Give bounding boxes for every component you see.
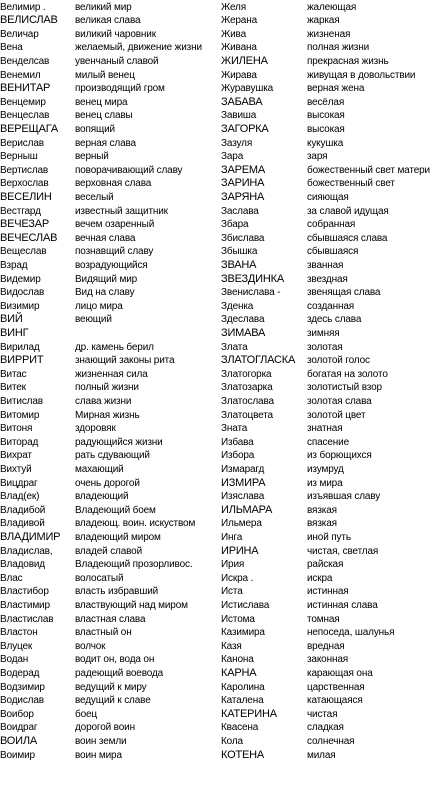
table-row — [0, 150, 447, 164]
female-name: ЗИМАВА — [221, 326, 266, 339]
female-name: Ирия — [221, 559, 245, 571]
female-name: Зара — [221, 151, 244, 163]
female-meaning: живущая в довольствии — [307, 69, 416, 81]
male-name: Велимир . — [0, 1, 46, 13]
male-meaning: воин мира — [75, 749, 122, 761]
female-meaning: сияющая — [307, 191, 349, 203]
female-meaning: прекрасная жизнь — [307, 55, 389, 67]
female-meaning: жизненая — [307, 28, 351, 40]
male-meaning: поворачивающий славу — [75, 164, 183, 176]
female-name: Збара — [221, 219, 249, 231]
table-row — [0, 259, 447, 273]
male-name: Властимир — [0, 599, 50, 611]
female-name: Каталена — [221, 695, 264, 707]
female-name: Желя — [221, 1, 246, 13]
table-row — [0, 381, 447, 395]
male-name: Венделсав — [0, 55, 50, 67]
male-name: Верислав — [0, 137, 44, 149]
female-meaning: иной путь — [307, 531, 351, 543]
table-row — [0, 708, 447, 722]
table-row — [0, 191, 447, 205]
female-name: ИРИНА — [221, 544, 259, 557]
male-name: ВИНГ — [0, 326, 29, 339]
male-meaning: Владеющий боем — [75, 504, 156, 516]
male-name: Вихтуй — [0, 463, 32, 475]
male-meaning: веющий — [75, 314, 112, 326]
male-meaning: Видящий мир — [75, 273, 138, 285]
female-name: Збышка — [221, 246, 258, 258]
female-name: ЗАРИНА — [221, 177, 265, 190]
female-meaning: вязкая — [307, 504, 337, 516]
male-name: Владивой — [0, 518, 45, 530]
female-meaning: сладкая — [307, 722, 344, 734]
male-name: Властислав — [0, 613, 54, 625]
male-name: Визимир — [0, 300, 40, 312]
male-meaning: великий мир — [75, 1, 132, 13]
female-name: Канона — [221, 654, 254, 666]
female-meaning: карающая она — [307, 667, 373, 679]
male-meaning: милый венец — [75, 69, 135, 81]
table-row — [0, 28, 447, 42]
female-name: КОТЕНА — [221, 748, 264, 761]
table-row — [0, 313, 447, 327]
table-row — [0, 341, 447, 355]
male-meaning: верховная слава — [75, 178, 152, 190]
table-row — [0, 286, 447, 300]
female-name: Инга — [221, 531, 243, 543]
female-name: Жирава — [221, 69, 257, 81]
female-meaning: кукушка — [307, 137, 344, 149]
male-name: Воибор — [0, 708, 34, 720]
female-name: Ильмера — [221, 518, 262, 530]
male-name: Венцемир — [0, 96, 46, 108]
female-name: Журавушка — [221, 83, 274, 95]
male-name: Владибой — [0, 504, 46, 516]
male-name: Водзимир — [0, 681, 45, 693]
male-meaning: водит он, вода он — [75, 654, 155, 666]
table-row — [0, 545, 447, 559]
male-meaning: жизненная сила — [75, 368, 148, 380]
table-row — [0, 137, 447, 151]
male-name: Величар — [0, 28, 39, 40]
male-meaning: полный жизни — [75, 382, 139, 394]
male-name: Венемил — [0, 69, 41, 81]
male-meaning: боец — [75, 708, 97, 720]
female-name: Златозарка — [221, 382, 273, 394]
female-name: ЗВАНА — [221, 258, 257, 271]
female-name: Злата — [221, 341, 248, 353]
female-name: Златоцвета — [221, 409, 273, 421]
female-name: Зденка — [221, 300, 254, 312]
table-row — [0, 245, 447, 259]
female-meaning: законная — [307, 654, 349, 666]
male-meaning: Мирная жизнь — [75, 409, 140, 421]
male-meaning: властный он — [75, 627, 132, 639]
male-meaning: возрадующийся — [75, 259, 148, 271]
female-meaning: заря — [307, 151, 328, 163]
table-row — [0, 490, 447, 504]
female-name: КАРНА — [221, 666, 257, 679]
table-row — [0, 640, 447, 654]
table-row — [0, 82, 447, 96]
female-meaning: катающаяся — [307, 695, 363, 707]
male-meaning: желаемый, движение жизни — [75, 42, 202, 54]
male-name: Вестгард — [0, 205, 41, 217]
male-name: Воидраг — [0, 722, 38, 734]
male-name: Вена — [0, 42, 23, 54]
table-row — [0, 735, 447, 749]
female-name: Казимира — [221, 627, 265, 639]
male-meaning: владеющий — [75, 491, 129, 503]
female-name: Казя — [221, 640, 242, 652]
male-meaning: вопящий — [75, 123, 115, 135]
male-name: Водислав — [0, 695, 44, 707]
male-meaning: вечем озаренный — [75, 219, 155, 231]
female-meaning: знатная — [307, 423, 343, 435]
table-row — [0, 123, 447, 137]
female-meaning: изумруд — [307, 463, 344, 475]
table-row — [0, 218, 447, 232]
table-row — [0, 1, 447, 15]
table-row — [0, 531, 447, 545]
female-name: ИЗМИРА — [221, 476, 266, 489]
table-row — [0, 653, 447, 667]
male-name: Витек — [0, 382, 26, 394]
male-meaning: рать сдувающий — [75, 450, 150, 462]
table-row — [0, 327, 447, 341]
female-name: ЗАРЯНА — [221, 190, 265, 203]
male-meaning: волосатый — [75, 572, 124, 584]
male-meaning: владеющ. воин. искуством — [75, 518, 196, 530]
male-meaning: веселый — [75, 191, 114, 203]
female-meaning: томная — [307, 613, 340, 625]
table-row — [0, 55, 447, 69]
table-row — [0, 177, 447, 191]
table-row — [0, 232, 447, 246]
female-meaning: сбывшаяся слава — [307, 232, 388, 244]
male-meaning: знающий законы рита — [75, 355, 175, 367]
table-row — [0, 368, 447, 382]
male-meaning: дорогой воин — [75, 722, 135, 734]
female-name: ЗЛАТОГЛАСКА — [221, 354, 296, 367]
table-row — [0, 572, 447, 586]
male-name: ВЕЧЕЗАР — [0, 218, 50, 231]
table-row — [0, 14, 447, 28]
male-name: Виторад — [0, 436, 39, 448]
table-row — [0, 463, 447, 477]
table-row — [0, 504, 447, 518]
female-name: Измарагд — [221, 463, 265, 475]
female-meaning: царственная — [307, 681, 365, 693]
female-meaning: звенящая слава — [307, 287, 381, 299]
female-name: Истома — [221, 613, 255, 625]
table-row — [0, 749, 447, 763]
female-meaning: золотой голос — [307, 355, 370, 367]
female-meaning: полная жизни — [307, 42, 370, 54]
table-row — [0, 409, 447, 423]
female-name: Каролина — [221, 681, 265, 693]
table-row — [0, 69, 447, 83]
table-row — [0, 205, 447, 219]
male-meaning: др. камень берил — [75, 341, 154, 353]
male-name: Взрад — [0, 259, 28, 271]
female-meaning: зимняя — [307, 327, 340, 339]
table-row — [0, 164, 447, 178]
female-meaning: золотая слава — [307, 395, 372, 407]
female-meaning: милая — [307, 749, 336, 761]
male-name: Владислав, — [0, 545, 53, 557]
table-row — [0, 354, 447, 368]
male-name: ВЕЧЕСЛАВ — [0, 231, 58, 244]
female-name: ЗАБАВА — [221, 95, 263, 108]
female-meaning: непоседа, шалунья — [307, 627, 395, 639]
male-name: ВЛАДИМИР — [0, 530, 61, 543]
male-name: Вещеслав — [0, 246, 47, 258]
male-meaning: властная слава — [75, 613, 146, 625]
male-name: Владовид — [0, 559, 45, 571]
female-meaning: высокая — [307, 110, 345, 122]
female-meaning: вредная — [307, 640, 345, 652]
male-meaning: здоровяк — [75, 423, 116, 435]
male-meaning: ведущий к славе — [75, 695, 151, 707]
male-meaning: ведущий к миру — [75, 681, 147, 693]
table-row — [0, 436, 447, 450]
table-row — [0, 626, 447, 640]
female-meaning: истинная слава — [307, 599, 378, 611]
female-meaning: весёлая — [307, 96, 345, 108]
female-name: Кола — [221, 735, 243, 747]
female-name: Искра . — [221, 572, 254, 584]
female-name: Зната — [221, 423, 248, 435]
male-meaning: производящий гром — [75, 83, 165, 95]
female-name: ЗАРЕМА — [221, 163, 265, 176]
male-meaning: радеющий воевода — [75, 667, 164, 679]
male-meaning: власть избравший — [75, 586, 159, 598]
female-meaning: райская — [307, 559, 344, 571]
male-name: Вирилад — [0, 341, 40, 353]
female-name: Жива — [221, 28, 246, 40]
male-name: Водерад — [0, 667, 40, 679]
male-meaning: властвующий над миром — [75, 599, 188, 611]
male-name: ВОИЛА — [0, 734, 37, 747]
male-meaning: слава жизни — [75, 395, 132, 407]
table-row — [0, 585, 447, 599]
male-meaning: виликий чаровник — [75, 28, 156, 40]
female-meaning: золотистый взор — [307, 382, 382, 394]
male-meaning: венец мира — [75, 96, 128, 108]
male-meaning: великая слава — [75, 15, 141, 27]
male-meaning: очень дорогой — [75, 477, 140, 489]
male-name: ВЕЛИСЛАВ — [0, 14, 58, 27]
female-meaning: из борющихся — [307, 450, 372, 462]
female-meaning: божественный свет — [307, 178, 395, 190]
table-row — [0, 694, 447, 708]
male-meaning: воин земли — [75, 735, 127, 747]
male-name: Вихрат — [0, 450, 32, 462]
female-meaning: собранная — [307, 219, 356, 231]
female-name: Зазуля — [221, 137, 253, 149]
table-row — [0, 109, 447, 123]
male-name: Витислав — [0, 395, 43, 407]
female-meaning: золотая — [307, 341, 343, 353]
male-name: ВЕРЕЩАГА — [0, 122, 58, 135]
male-meaning: радующийся жизни — [75, 436, 163, 448]
female-meaning: жалеющая — [307, 1, 357, 13]
table-row — [0, 667, 447, 681]
female-meaning: богатая на золото — [307, 368, 388, 380]
female-name: ЗВЕЗДИНКА — [221, 272, 284, 285]
male-name: Верныш — [0, 151, 38, 163]
female-meaning: созданная — [307, 300, 354, 312]
female-name: ИЛЬМАРА — [221, 503, 273, 516]
female-meaning: высокая — [307, 123, 345, 135]
female-name: Завиша — [221, 110, 257, 122]
male-meaning: вечная слава — [75, 232, 136, 244]
female-name: ЗАГОРКА — [221, 122, 269, 135]
female-name: Збислава — [221, 232, 265, 244]
male-name: Влас — [0, 572, 23, 584]
female-name: Звенислава - — [221, 287, 281, 299]
table-row — [0, 517, 447, 531]
male-meaning: волчок — [75, 640, 106, 652]
table-row — [0, 681, 447, 695]
table-row — [0, 477, 447, 491]
table-row — [0, 449, 447, 463]
female-name: ЖИЛЕНА — [221, 54, 268, 67]
table-row — [0, 599, 447, 613]
male-meaning: Владеющий прозорливос. — [75, 559, 193, 571]
male-name: Витоня — [0, 423, 33, 435]
female-name: Избава — [221, 436, 254, 448]
male-name: Витас — [0, 368, 27, 380]
female-name: Иста — [221, 586, 243, 598]
male-name: Властон — [0, 627, 38, 639]
female-name: Жерана — [221, 15, 257, 27]
male-meaning: владеющий миром — [75, 531, 161, 543]
table-row — [0, 96, 447, 110]
table-row — [0, 273, 447, 287]
table-row — [0, 558, 447, 572]
female-meaning: сбывшаяся — [307, 246, 359, 258]
male-meaning: владей славой — [75, 545, 143, 557]
female-meaning: звездная — [307, 273, 348, 285]
female-meaning: золотой цвет — [307, 409, 366, 421]
female-name: Златогорка — [221, 368, 272, 380]
male-name: Венцеслав — [0, 110, 50, 122]
table-row — [0, 41, 447, 55]
male-meaning: Вид на славу — [75, 287, 135, 299]
female-name: Квасена — [221, 722, 259, 734]
male-name: Воимир — [0, 749, 35, 761]
male-meaning: увенчаный славой — [75, 55, 159, 67]
female-meaning: жаркая — [307, 15, 340, 27]
table-row — [0, 613, 447, 627]
table-row — [0, 300, 447, 314]
male-name: Верхослав — [0, 178, 49, 190]
male-name: ВИРРИТ — [0, 354, 44, 367]
male-meaning: верный — [75, 151, 109, 163]
male-name: ВЕНИТАР — [0, 82, 51, 95]
female-name: Живана — [221, 42, 257, 54]
female-meaning: истинная — [307, 586, 349, 598]
male-name: Вицдраг — [0, 477, 38, 489]
male-meaning: познавщий славу — [75, 246, 154, 258]
male-name: ВИЙ — [0, 313, 23, 326]
female-meaning: из мира — [307, 477, 343, 489]
female-name: Избора — [221, 450, 255, 462]
female-meaning: изъявшая славу — [307, 491, 381, 503]
female-meaning: чистая — [307, 708, 338, 720]
female-meaning: за славой идущая — [307, 205, 389, 217]
female-name: Здеслава — [221, 314, 265, 326]
table-row — [0, 422, 447, 436]
female-meaning: искра — [307, 572, 333, 584]
table-row — [0, 721, 447, 735]
table-row — [0, 395, 447, 409]
female-name: Златослава — [221, 395, 274, 407]
female-name: КАТЕРИНА — [221, 707, 277, 720]
male-name: Влад(ек) — [0, 491, 40, 503]
male-name: Видослав — [0, 287, 45, 299]
male-name: ВЕСЕЛИН — [0, 190, 52, 203]
male-name: Властибор — [0, 586, 49, 598]
female-meaning: солнечная — [307, 735, 355, 747]
male-name: Витомир — [0, 409, 40, 421]
female-meaning: чистая, светлая — [307, 545, 379, 557]
female-name: Изяслава — [221, 491, 265, 503]
male-meaning: махающий — [75, 463, 124, 475]
female-meaning: спасение — [307, 436, 350, 448]
male-name: Вертислав — [0, 164, 49, 176]
female-meaning: званная — [307, 259, 344, 271]
male-meaning: венец славы — [75, 110, 133, 122]
male-name: Влуцек — [0, 640, 33, 652]
female-name: Истислава — [221, 599, 270, 611]
female-meaning: божественный свет матери — [307, 164, 430, 176]
female-meaning: здесь слава — [307, 314, 362, 326]
male-meaning: известный защитник — [75, 205, 168, 217]
male-meaning: лицо мира — [75, 300, 123, 312]
female-meaning: верная жена — [307, 83, 365, 95]
male-name: Водан — [0, 654, 29, 666]
male-name: Видемир — [0, 273, 41, 285]
male-meaning: верная слава — [75, 137, 136, 149]
female-name: Заслава — [221, 205, 259, 217]
female-meaning: вязкая — [307, 518, 337, 530]
